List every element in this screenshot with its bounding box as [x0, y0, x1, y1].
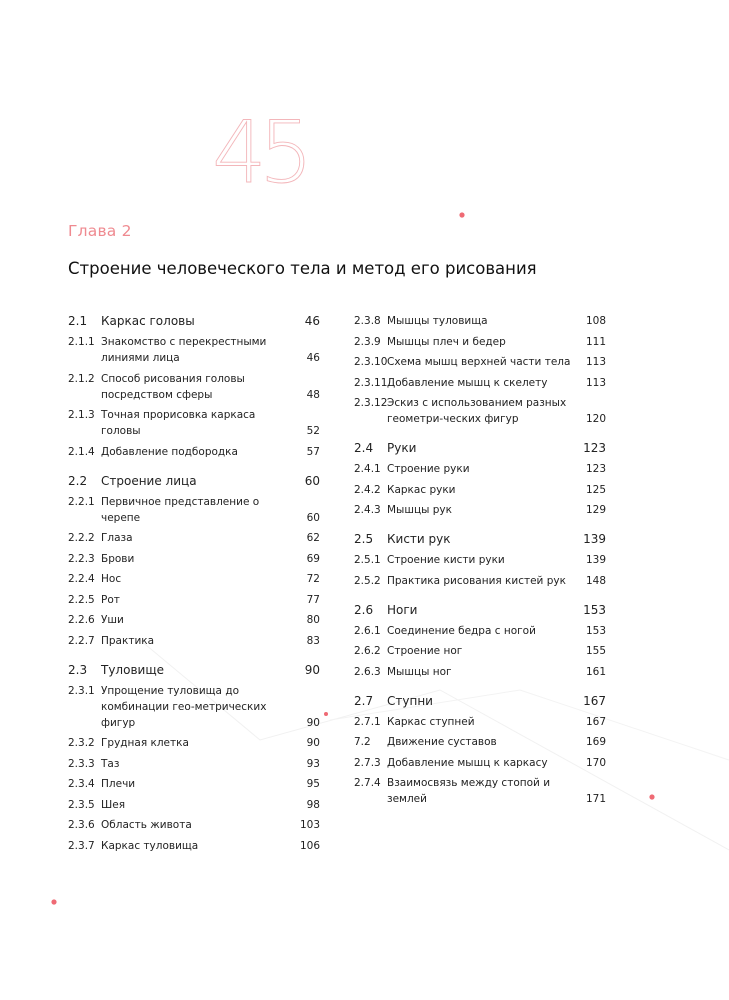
toc-entry-page: 108	[585, 315, 606, 327]
toc-entry-page: 171	[585, 793, 606, 805]
toc-entry-number: 2.6	[354, 602, 374, 617]
toc-entry-title: Точная прорисовка каркаса головы	[101, 409, 256, 437]
toc-entry-number: 2.7.1	[354, 715, 381, 728]
toc-entry-title: Добавление мышц к скелету	[387, 376, 548, 389]
toc-entry-number: 2.1.4	[68, 445, 95, 458]
toc-subsection-entry	[354, 643, 606, 659]
toc-entry-page: 52	[306, 425, 320, 437]
toc-entry-page: 161	[585, 665, 606, 678]
toc-entry-number: 2.2.4	[68, 573, 95, 585]
toc-subsection-entry	[354, 395, 606, 427]
toc-entry-number: 7.2	[354, 736, 371, 748]
toc-entry-number: 2.3.5	[68, 798, 95, 811]
toc-entry-title: Схема мышц верхней части тела	[387, 356, 571, 368]
toc-subsection-entry	[354, 461, 606, 477]
decor-dot-right	[649, 794, 654, 799]
toc-subsection-entry	[68, 683, 320, 731]
toc-right-column	[354, 313, 606, 812]
toc-entry-title: Добавление мышц к каркасу	[387, 756, 548, 769]
toc-entry-page: 60	[306, 511, 320, 524]
toc-entry-title: Мышцы туловища	[387, 315, 488, 327]
toc-entry-title: Практика	[101, 634, 155, 647]
toc-entry-title: Знакомство с перекрестными линиями лица	[101, 336, 267, 364]
toc-entry-title: Строение ног	[387, 645, 463, 657]
toc-entry-title: Мышцы ног	[387, 665, 452, 678]
toc-subsection-entry	[354, 775, 606, 807]
toc-entry-page: 90	[306, 737, 320, 749]
toc-entry-title: Упрощение туловища до комбинации гео-метрических фигур	[101, 684, 267, 729]
toc-entry-page: 153	[583, 602, 606, 617]
toc-entry-number: 2.2.5	[68, 593, 95, 606]
toc-entry-page: 95	[306, 778, 320, 790]
toc-subsection-entry	[354, 755, 606, 771]
toc-entry-title: Эскиз с использованием разных геометри-ческих фигур	[387, 397, 567, 425]
toc-entry-page: 98	[306, 798, 320, 811]
toc-entry-page: 77	[306, 593, 320, 606]
decor-dot-middle	[324, 712, 328, 716]
toc-entry-title: Мышцы рук	[387, 504, 452, 516]
toc-subsection-entry	[68, 633, 320, 649]
toc-entry-title: Каркас ступней	[387, 715, 475, 728]
toc-subsection-entry	[68, 494, 320, 526]
toc-entry-title: Глаза	[101, 532, 133, 544]
toc-entry-number: 2.4.2	[354, 483, 381, 496]
toc-entry-title: Руки	[387, 441, 417, 455]
toc-entry-number: 2.3.11	[354, 376, 388, 389]
toc-subsection-entry	[68, 756, 320, 772]
toc-subsection-entry	[68, 838, 320, 854]
toc-entry-title: Нос	[101, 573, 122, 585]
toc-subsection-entry	[68, 551, 320, 567]
toc-entry-title: Строение кисти руки	[387, 554, 505, 566]
toc-section-entry	[68, 662, 320, 679]
toc-entry-page: 72	[306, 573, 320, 585]
toc-entry-number: 2.1.3	[68, 409, 95, 421]
toc-entry-page: 90	[304, 662, 320, 677]
toc-entry-page: 123	[585, 463, 606, 475]
decor-dot-bottom	[51, 899, 56, 904]
toc-entry-title: Туловище	[101, 662, 164, 677]
toc-entry-number: 2.3.12	[354, 397, 388, 409]
toc-entry-number: 2.3.6	[68, 819, 95, 831]
toc-entry-page: 90	[306, 716, 320, 729]
toc-subsection-entry	[68, 334, 320, 366]
toc-section-entry	[354, 531, 606, 548]
toc-entry-page: 167	[585, 715, 606, 728]
toc-entry-page: 80	[306, 614, 320, 626]
toc-subsection-entry	[354, 334, 606, 350]
toc-entry-page: 125	[585, 483, 606, 496]
toc-entry-page: 93	[306, 757, 320, 770]
toc-entry-page: 129	[585, 504, 606, 516]
toc-entry-page: 46	[304, 314, 320, 328]
toc-subsection-entry	[354, 623, 606, 639]
toc-entry-number: 2.4.1	[354, 463, 381, 475]
page-number: 45	[212, 108, 306, 198]
toc-entry-title: Область живота	[101, 819, 192, 831]
toc-entry-number: 2.2.1	[68, 495, 95, 508]
toc-entry-title: Каркас руки	[387, 483, 456, 496]
toc-entry-title: Добавление подбородка	[101, 445, 238, 458]
toc-entry-title: Брови	[101, 552, 135, 565]
toc-subsection-entry	[354, 664, 606, 680]
toc-entry-title: Каркас туловища	[101, 839, 199, 852]
toc-entry-title: Строение руки	[387, 463, 470, 475]
toc-subsection-entry	[354, 313, 606, 329]
toc-entry-title: Рот	[101, 593, 120, 606]
toc-entry-page: 169	[585, 736, 606, 748]
toc-entry-number: 2.2	[68, 473, 88, 488]
toc-entry-page: 60	[304, 473, 320, 488]
toc-entry-number: 2.2.7	[68, 634, 95, 647]
toc-entry-number: 2.6.3	[354, 665, 381, 678]
toc-entry-page: 46	[306, 352, 320, 364]
toc-subsection-entry	[354, 714, 606, 730]
toc-entry-page: 170	[585, 756, 606, 769]
toc-subsection-entry	[68, 592, 320, 608]
toc-subsection-entry	[68, 776, 320, 792]
toc-subsection-entry	[354, 573, 606, 589]
toc-subsection-entry	[68, 612, 320, 628]
toc-entry-title: Каркас головы	[101, 314, 195, 328]
toc-entry-title: Ступни	[387, 693, 433, 708]
toc-entry-page: 69	[306, 552, 320, 565]
toc-subsection-entry	[68, 371, 320, 403]
toc-entry-number: 2.3.10	[354, 356, 388, 368]
toc-section-entry	[354, 693, 606, 710]
toc-entry-number: 2.7	[354, 693, 374, 708]
chapter-label: Глава 2	[68, 222, 132, 240]
toc-entry-number: 2.3.7	[68, 839, 95, 852]
toc-entry-title: Грудная клетка	[101, 737, 189, 749]
toc-subsection-entry	[68, 797, 320, 813]
toc-section-entry	[68, 313, 320, 330]
toc-subsection-entry	[68, 444, 320, 460]
toc-entry-title: Строение лица	[101, 473, 197, 488]
toc-entry-page: 155	[585, 645, 606, 657]
toc-section-entry	[354, 440, 606, 457]
toc-entry-number: 2.3.4	[68, 778, 95, 790]
toc-entry-page: 83	[306, 634, 320, 647]
toc-entry-title: Первичное представление о черепе	[101, 495, 260, 524]
toc-entry-number: 2.7.3	[354, 756, 381, 769]
toc-entry-number: 2.5	[354, 532, 374, 546]
toc-entry-number: 2.1.2	[68, 372, 95, 385]
toc-entry-number: 2.4	[354, 441, 374, 455]
toc-subsection-entry	[68, 571, 320, 587]
toc-subsection-entry	[68, 735, 320, 751]
toc-entry-number: 2.3.2	[68, 737, 95, 749]
toc-entry-number: 2.3.1	[68, 684, 95, 697]
toc-subsection-entry	[68, 407, 320, 439]
toc-entry-number: 2.3.9	[354, 335, 381, 348]
toc-entry-number: 2.2.2	[68, 532, 95, 544]
toc-subsection-entry	[354, 502, 606, 518]
toc-entry-number: 2.2.6	[68, 614, 95, 626]
toc-entry-title: Шея	[101, 798, 126, 811]
toc-entry-page: 139	[585, 554, 606, 566]
toc-entry-number: 2.4.3	[354, 504, 381, 516]
toc-entry-title: Способ рисования головы посредством сферы	[101, 372, 245, 401]
toc-entry-number: 2.5.2	[354, 574, 381, 587]
toc-entry-number: 2.6.2	[354, 645, 381, 657]
toc-entry-page: 123	[583, 441, 606, 455]
toc-entry-number: 2.3.8	[354, 315, 381, 327]
toc-entry-title: Кисти рук	[387, 532, 451, 546]
toc-left-column	[68, 313, 320, 858]
toc-entry-title: Взаимосвязь между стопой и землей	[387, 777, 551, 805]
chapter-title: Строение человеческого тела и метод его рисования	[68, 259, 537, 278]
toc-entry-number: 2.7.4	[354, 777, 381, 789]
toc-entry-page: 167	[583, 693, 606, 708]
toc-entry-title: Плечи	[101, 778, 136, 790]
toc-entry-page: 103	[299, 819, 320, 831]
toc-entry-title: Практика рисования кистей рук	[387, 574, 566, 587]
toc-entry-page: 153	[585, 624, 606, 637]
toc-entry-number: 2.3	[68, 662, 88, 677]
toc-section-entry	[354, 602, 606, 619]
toc-entry-page: 57	[306, 445, 320, 458]
toc-entry-page: 48	[306, 388, 320, 401]
toc-subsection-entry	[68, 530, 320, 546]
toc-entry-title: Таз	[101, 757, 120, 770]
toc-section-entry	[68, 473, 320, 490]
toc-entry-number: 2.6.1	[354, 624, 381, 637]
toc-subsection-entry	[68, 817, 320, 833]
toc-entry-page: 106	[299, 839, 320, 852]
toc-entry-number: 2.1	[68, 314, 88, 328]
toc-subsection-entry	[354, 375, 606, 391]
toc-entry-page: 113	[585, 376, 606, 389]
toc-entry-title: Ноги	[387, 602, 418, 617]
toc-entry-number: 2.5.1	[354, 554, 381, 566]
toc-entry-number: 2.1.1	[68, 336, 95, 348]
toc-entry-page: 111	[585, 335, 606, 348]
toc-entry-title: Уши	[101, 614, 124, 626]
toc-entry-page: 139	[583, 532, 606, 546]
toc-subsection-entry	[354, 482, 606, 498]
toc-subsection-entry	[354, 734, 606, 750]
toc-entry-number: 2.3.3	[68, 757, 95, 770]
toc-entry-title: Соединение бедра с ногой	[387, 624, 536, 637]
toc-entry-page: 62	[306, 532, 320, 544]
page-number-graphic	[208, 108, 318, 198]
toc-subsection-entry	[354, 552, 606, 568]
toc-subsection-entry	[354, 354, 606, 370]
toc-entry-page: 113	[585, 356, 606, 368]
toc-entry-page: 148	[585, 574, 606, 587]
toc-entry-title: Движение суставов	[387, 736, 497, 748]
decor-dot-top	[459, 212, 464, 217]
toc-entry-page: 120	[585, 413, 606, 425]
toc-entry-number: 2.2.3	[68, 552, 95, 565]
toc-entry-title: Мышцы плеч и бедер	[387, 335, 506, 348]
